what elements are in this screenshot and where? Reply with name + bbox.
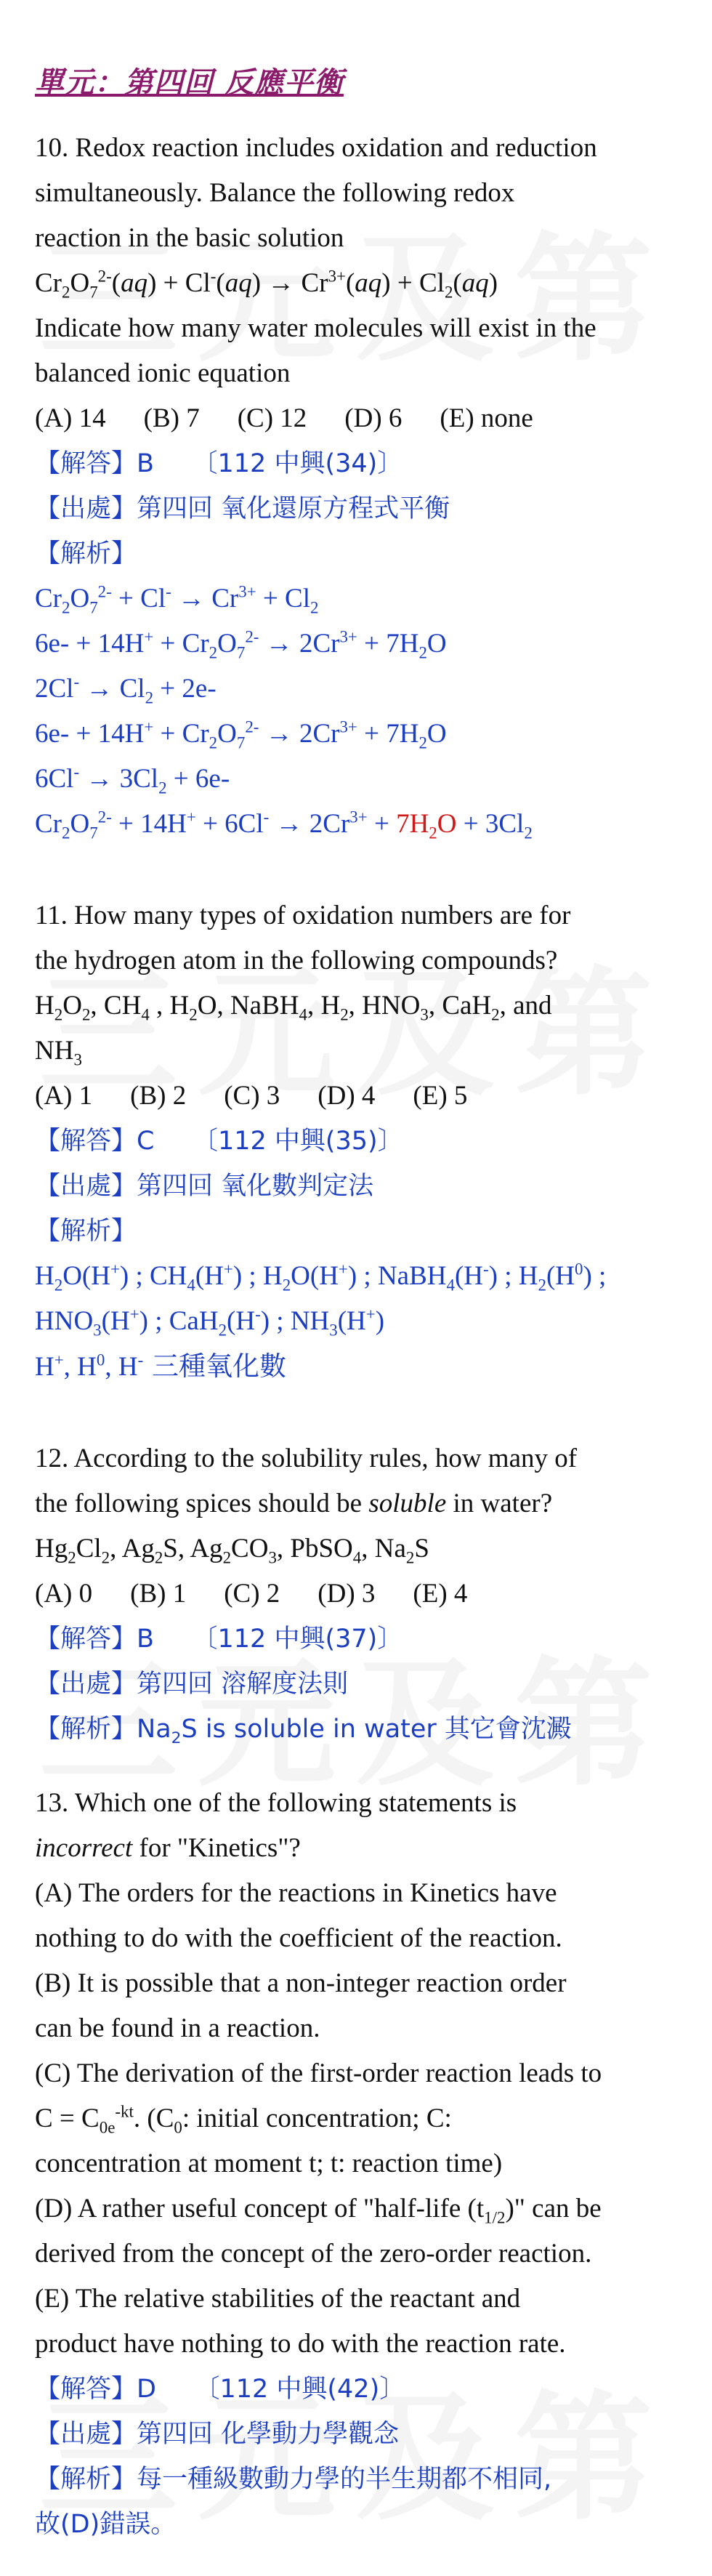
option-b: (B) 2	[130, 1081, 187, 1111]
option-b: (B) 1	[130, 1579, 187, 1609]
compound-list: $Hg_2Cl_2$, $Ag_2S$, $Ag_2CO_3$, PbSO$_4$, $Na_2S$	[35, 1534, 429, 1567]
option-a: (A) 0	[35, 1579, 93, 1609]
question-text: 12. According to the solubility rules, how many of	[35, 1444, 578, 1473]
analysis-equation: $2Cl^- \to Cl_2 + 2e-$	[35, 672, 217, 707]
analysis-equation: $Cr_2O_7^{2-} + Cl^- \to Cr^{3+} + Cl_2$	[35, 582, 319, 617]
question-13	[35, 1781, 689, 2547]
analysis-conclusion: H+, $H^0$, H- 三種氧化數	[35, 1351, 287, 1382]
question-text: 13. Which one of the following statements is	[35, 1788, 517, 1818]
options	[35, 396, 689, 441]
text-run: in water?	[446, 1489, 553, 1518]
option-a: (A) 14	[35, 403, 106, 433]
answer-line: 【解答】B 〔112 中興(34)〕	[35, 449, 403, 478]
option-a: (A) 1	[35, 1081, 93, 1111]
analysis-label: 【解析】	[35, 1217, 137, 1246]
question-text: 10. Redox reaction includes oxidation and reduction	[35, 133, 597, 163]
compound-list: $NH_3$	[35, 1036, 82, 1069]
question-text: Indicate how many water molecules will exist in the	[35, 313, 596, 343]
option-a-text: (A) The orders for the reactions in Kinetics have	[35, 1878, 557, 1908]
option-b: (B) 7	[143, 403, 200, 433]
question-text	[35, 1826, 689, 1871]
analysis-line: 【解析】每一種級數動力學的半生期都不相同,	[35, 2465, 552, 2494]
analysis-text: is soluble in water 其它會沈澱	[197, 1715, 572, 1744]
option-c: (C) 12	[237, 403, 307, 433]
analysis-line: 【解析】$Na_2S$ is soluble in water 其它會沈澱	[35, 1715, 572, 1747]
conclusion-text: 三種氧化數	[143, 1351, 287, 1382]
option-e-text: product have nothing to do with the reaction rate.	[35, 2329, 566, 2359]
question-text: the hydrogen atom in the following compounds?	[35, 946, 558, 975]
option-c-text: (C) The derivation of the first-order reaction leads to	[35, 2058, 602, 2088]
analysis-equation: $6e- + 14H^+ + Cr_2O_7^{2-} \to 2Cr^{3+} + 7H_2O$	[35, 717, 447, 752]
option-e: (E) none	[440, 403, 533, 433]
answer-line: 【解答】D 〔112 中興(42)〕	[35, 2375, 405, 2404]
option-c-text: concentration at moment t; t: reaction time)	[35, 2149, 503, 2178]
option-c: (C) 3	[224, 1081, 280, 1111]
analysis-line: 故(D)錯誤。	[35, 2510, 177, 2539]
option-e-text: (E) The relative stabilities of the reactant and	[35, 2284, 521, 2314]
option-d: (D) 4	[317, 1081, 376, 1111]
emphasis: incorrect	[35, 1833, 133, 1863]
compound-list: $H_2O_2$, $CH_4$ , $H_2O$, NaBH$_4$, $H_2$, $HNO_3$, CaH$_2$, and	[35, 991, 552, 1024]
option-e: (E) 5	[413, 1081, 468, 1111]
answer-line: 【解答】B 〔112 中興(37)〕	[35, 1625, 403, 1654]
analysis-text: $HNO_3(H^+)$ ; CaH$_2$(H-) ; $NH_3(H^+)$	[35, 1305, 385, 1340]
options	[35, 1571, 689, 1617]
question-text: simultaneously. Balance the following redox	[35, 178, 515, 208]
analysis-equation: $6Cl^- \to 3Cl_2 + 6e-$	[35, 762, 230, 797]
question-text: balanced ionic equation	[35, 358, 291, 388]
question-12	[35, 1436, 689, 1752]
options	[35, 1074, 689, 1119]
analysis-text: $H_2O(H^+)$ ; $CH_4(H^+)$ ; $H_2O(H^+)$ ; NaBH$_4$(H-) ; $H_2(H^0)$ ;	[35, 1260, 607, 1295]
unit-title: 單元：第四回 反應平衡	[35, 66, 344, 100]
text-run: the following spices should be	[35, 1489, 369, 1518]
option-e: (E) 4	[413, 1579, 468, 1609]
option-a-text: nothing to do with the coefficient of the reaction.	[35, 1923, 562, 1953]
question-10	[35, 126, 689, 847]
analysis-label: 【解析】	[35, 539, 137, 568]
question-text	[35, 1481, 689, 1526]
analysis-label: 【解析】	[35, 1715, 137, 1744]
question-text: reaction in the basic solution	[35, 223, 344, 253]
option-b-text: (B) It is possible that a non-integer reaction order	[35, 1968, 567, 1998]
option-d: (D) 3	[317, 1579, 376, 1609]
source-line: 【出處】第四回 氧化還原方程式平衡	[35, 494, 450, 523]
question-11	[35, 893, 689, 1390]
option-c-text: $C = C_{0e}^{-kt}$. ($C_0$: initial concentration; C:	[35, 2102, 452, 2137]
analysis-equation: $Cr_2O_7^{2-} + 14H^+ + 6Cl^- \to 2Cr^{3+} + 7H_2O + 3Cl_2$	[35, 808, 533, 842]
source-line: 【出處】第四回 化學動力學觀念	[35, 2420, 400, 2449]
text-run: for "Kinetics"?	[132, 1833, 301, 1863]
answer-line: 【解答】C 〔112 中興(35)〕	[35, 1127, 403, 1156]
option-d-text: derived from the concept of the zero-order reaction.	[35, 2239, 592, 2269]
option-d: (D) 6	[344, 403, 402, 433]
source-line: 【出處】第四回 溶解度法則	[35, 1670, 349, 1699]
option-c: (C) 2	[224, 1579, 280, 1609]
source-line: 【出處】第四回 氧化數判定法	[35, 1172, 374, 1201]
emphasis: soluble	[368, 1489, 447, 1518]
option-b-text: can be found in a reaction.	[35, 2013, 320, 2043]
option-d-text: (D) A rather useful concept of "half-life $(t_{1/2})$" can be	[35, 2194, 602, 2227]
question-text: 11. How many types of oxidation numbers are for	[35, 901, 571, 930]
document-content	[35, 29, 689, 2547]
equation: $Cr_2O_7^{2-}(aq) + Cl^-(aq) \to Cr^{3+}(aq) + Cl_2(aq)$	[35, 267, 498, 302]
analysis-equation: $6e- + 14H^+ + Cr_2O_7^{2-} \to 2Cr^{3+} + 7H_2O$	[35, 627, 447, 662]
